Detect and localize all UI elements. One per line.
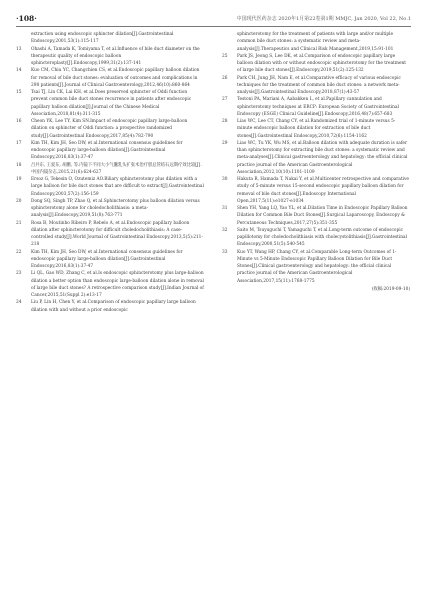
reference-item <box>16 67 204 89</box>
reference-number: 24 <box>16 300 22 306</box>
page-number: ·108· <box>16 14 37 23</box>
reference-item <box>222 53 410 75</box>
reference-number: 16 <box>16 119 22 124</box>
reference-text: Testoni PA, Mariani A, Aabakken L, et al.Papillary cannulation and sphincterotomy techniques at ERCP: European Society of Gastrointestinal Endoscopy (ESGE) Clinical Guideline[J].Endoscopy,2016,48(7):657-683 <box>237 97 399 117</box>
reference-item <box>222 205 410 227</box>
reference-text: Saito M, Tsuyuguchi T, Yamaguchi T, et al.Long-term outcome of endoscopic papillotomy for choledocholithiasis with cholecystolithiasis[J].Gastrointestinal Endoscopy,2000,51(5):540-545 <box>237 227 407 248</box>
reference-number: 27 <box>222 97 228 103</box>
reference-number: 30 <box>222 177 228 182</box>
reference-text: Liao WC, Tu YK, Wu MS, et al.Balloon dilation with adequate duration is safer than sphincterotomy for extracting bile duct stones: a systematic review and meta-analyses[J].Clinical gastroenterology and hepatology: the official clinical practice journal of the American Gastroenterological Association,2012,10(10):1101-1109 <box>237 140 408 175</box>
reference-text: Liu P, Lin H, Chen Y, et al.Comparison of endoscopic papillary large balloon dilation with and without a prior endoscopic <box>31 300 196 313</box>
reference-item <box>16 270 204 299</box>
reference-number: 15 <box>16 90 22 95</box>
reference-number: 31 <box>222 206 228 211</box>
reference-text: Tsai TJ, Lin CK, Lai KH, et al.Does preserved sphincter of Oddi function prevent common bile duct stones recurrence in patients after endoscopic papillary balloon dilation[J].Journal of the Chinese Medical Association,2018,81(4):311-315 <box>31 90 192 117</box>
reference-number: 32 <box>222 227 228 233</box>
reference-text: Kim TH, Kim JH, Seo DW, et al.International consensus guidelines for endoscopic papillary large-balloon dilation[J].Gastrointestinal Endoscopy,2016,83(1):37-47 <box>31 249 183 269</box>
reference-item <box>16 46 204 68</box>
reference-number: 29 <box>222 140 228 146</box>
reference-text: Hakuta R, Hamada T, Nakai Y, et al.Multicenter retrospective and comparative study of 5-minute versus 15-second endoscopic papillary balloon dilation for removal of bile duct stones[J].Endoscopy International Open,2017,5(11):e1027-e1034 <box>237 177 409 204</box>
reference-item <box>16 118 204 140</box>
header-rule <box>16 26 411 27</box>
reference-number: 21 <box>16 220 22 226</box>
reference-number: 19 <box>16 177 22 182</box>
reference-item <box>222 176 410 205</box>
reference-item <box>222 227 410 249</box>
right-column <box>222 31 410 293</box>
reference-text: Li QL, Gao WD, Zhang C, et al.Is endoscopic sphincterotomy plus large-balloon dilation a better option than endoscopic large-balloon dilation alone in removal of large bile duct stones? A retrospective comparison study[J].Indian Journal of Cancer,2015,51(Suppl 2):e13-17 <box>31 271 204 298</box>
reference-text: Kim TH, Kim JH, Seo DW, et al.International consensus guidelines for endoscopic papillary large-balloon dilation[J].Gastrointestinal Endoscopy,2016,83(1):37-47 <box>31 140 183 161</box>
reference-item <box>16 249 204 271</box>
reference-item <box>222 75 410 97</box>
left-column <box>16 31 204 314</box>
reference-number: 22 <box>16 249 22 255</box>
reference-text: Kuo YT, Wang HP, Chang CY, et al.Comparable Long-term Outcomes of 1-Minute vs 5-Minute Endoscopic Papillary Balloon Dilation for Bile Duct Stones[J].Clinical gastroenterology and hepatology: the official clinical practice journal of the American Gastroenterological Association,2017,15(11):1768-1775 <box>237 249 397 284</box>
reference-text: Park JS, Jeong S, Lee DK, et al.Comparison of endoscopic papillary large balloon dilation with or without endoscopic sphincterotomy for the treatment of large bile duct stones[J].Endoscopy,2019,51(2):125-132 <box>237 53 406 74</box>
reference-item <box>222 249 410 285</box>
reference-number: 28 <box>222 119 228 124</box>
reference-item <box>222 96 410 118</box>
reference-item <box>16 299 204 314</box>
reference-item <box>16 176 204 198</box>
reference-item <box>222 118 410 140</box>
reference-number: 20 <box>16 198 22 204</box>
reference-number: 25 <box>222 53 228 59</box>
reference-text: Kuo CM, Chiu YC, Changchien CS, et al.Endoscopic papillary balloon dilation for removal of bile duct stones: evaluation of outcomes and complications in 298 patients[J].Journal of Clinical Gastroenterology,2012,46(10):860-864 <box>31 68 200 88</box>
reference-text: Shen YH, Yang LQ, Yao YL, et al.Dilation Time in Endoscopic Papillary Balloon Dilation for Common Bile Duct Stones[J].Surgical Laparoscopy, Endoscopy & Percutaneous Techniques,2017,27(5):351-355 <box>237 206 408 226</box>
reference-text: Ohashi A, Tamada K, Tomiyama T, et al.Influence of bile duct diameter on the therapeutic quality of endoscopic balloon sphincteroplasty[J].Endoscopy,1999,31(2):137-141 <box>31 46 200 66</box>
reference-number: 17 <box>16 140 22 146</box>
reference-text: Ersoz G, Tekesin O, Ozutemiz AO.Biliary sphincterotomy plus dilation with a large balloon for bile duct stones that are difficult to extract[J].Gastrointestinal Endoscopy,2003,57(2):156-159 <box>31 177 204 197</box>
reference-item <box>16 89 204 118</box>
reference-item <box>16 140 204 162</box>
reference-continuation: sphincterotomy for the treatment of patients with large and/or multiple common bile duct stones: a systematic review and meta-analysis[J].Therapeutics and Clinical Risk Management,2019,15:91-101 <box>237 32 394 52</box>
reference-text: Liao WC, Lee CT, Chang CY, et al.Randomized trial of 1-minute versus 5-minute endoscopic balloon dilation for extraction of bile duct stones[J].Gastrointestinal Endoscopy,2010,72(6):1154-1162 <box>237 119 396 139</box>
reference-text: Cheon YK, Lee TY, Kim SN.Impact of endoscopic papillary large-balloon dilation on sphincter of Oddi function: a prospective randomized study[J].Gastrointestinal Endoscopy,2017,85(4):782-790 <box>31 119 188 139</box>
reference-continuation: extraction using endoscopic sphincter dilation[J].Gastrointestinal Endoscopy,2001,53(1):115-117 <box>31 32 174 45</box>
reference-number: 26 <box>222 75 228 81</box>
reference-number: 13 <box>16 46 22 52</box>
reference-item <box>222 140 410 176</box>
reference-text: 吕共东, 王爱东, 胡鹏, 等.内镜下不同大小气囊乳头扩张术治疗胆总管结石远期疗效比较[J].中国内镜杂志,2015,21(6):624-627 <box>31 162 202 175</box>
reference-number: 33 <box>222 249 228 255</box>
reference-number: 14 <box>16 68 22 74</box>
received-date: (收稿:2019-09-10) <box>371 286 410 292</box>
reference-number: 23 <box>16 271 22 277</box>
reference-item <box>16 198 204 220</box>
reference-text: Rosa B, Moutinho Ribeiro P, Rebelo A, et al.Endoscopic papillary balloon dilation after sphincterotomy for difficult choledocholithiasis: A case-controlled study[J].World Journal of Gastrointestinal Endoscopy,2013,5(5):211-218 <box>31 220 203 248</box>
reference-text: Park CH, Jung JH, Nam E, et al.Comparative efficacy of various endoscopic techniques for the treatment of common bile duct stones: a network meta-analysis[J].Gastrointestinal Endoscopy,2018,87(1):43-57 <box>237 75 401 95</box>
reference-number: 18 <box>16 162 22 168</box>
journal-title: 中国现代医药杂志 2020年1月第22卷第1期 MMJC, Jan 2020, Vol 22, No.1 <box>236 16 411 22</box>
reference-item <box>16 162 204 177</box>
reference-text: Dong SQ, Singh TP, Zhao Q, et al.Sphincterotomy plus balloon dilation versus sphincterotomy alone for choledocholithiasis: a meta-analysis[J].Endoscopy,2019,51(8):763-771 <box>31 198 200 219</box>
reference-item <box>16 220 204 249</box>
